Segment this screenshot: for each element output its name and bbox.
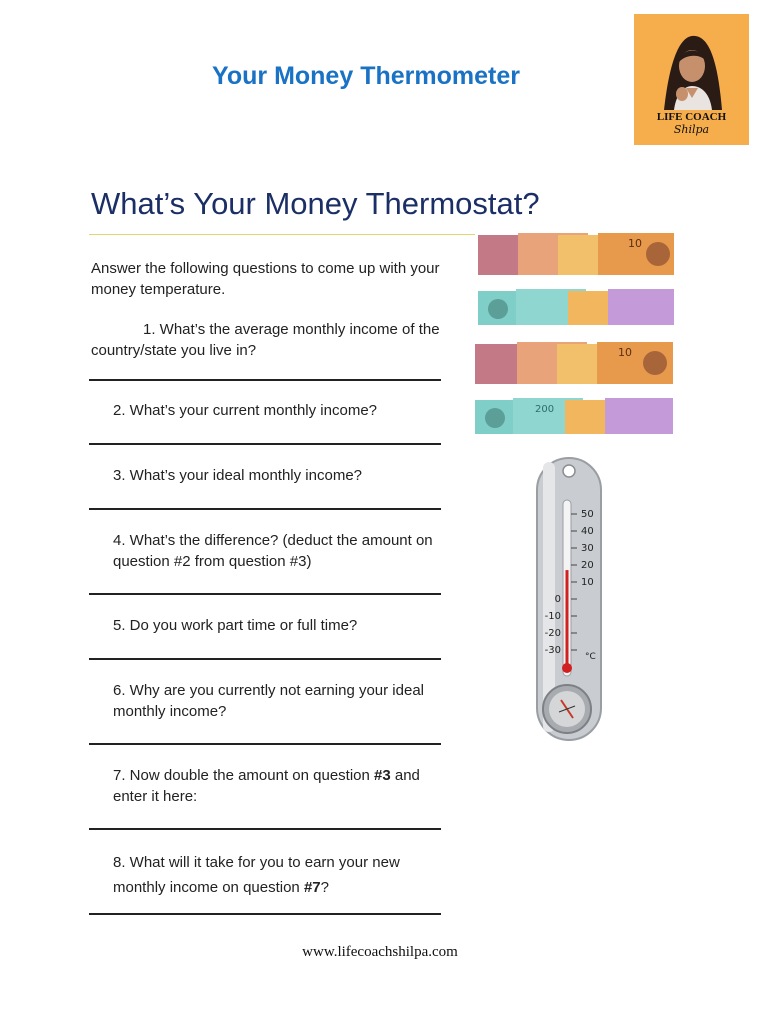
scale-label: 0	[554, 594, 561, 605]
scale-label: 30	[581, 543, 594, 554]
note-denomination: 200	[535, 404, 555, 415]
note-denomination: 10	[628, 237, 642, 250]
answer-line-8[interactable]	[89, 913, 441, 915]
mercury-bulb	[562, 663, 572, 673]
answer-line-3[interactable]	[89, 508, 441, 510]
scale-label: 20	[581, 560, 594, 571]
money-notes-stack-2	[475, 342, 675, 441]
question-7: 7. Now double the amount on question #3 and enter it here:	[113, 767, 420, 805]
logo-line-shilpa: Shilpa	[673, 123, 710, 136]
answer-line-5[interactable]	[89, 658, 441, 660]
scale-label: 40	[581, 526, 594, 537]
answer-line-1[interactable]	[89, 379, 441, 381]
website-footer[interactable]: www.lifecoachshilpa.com	[302, 944, 458, 960]
question-5: 5. Do you work part time or full time?	[113, 617, 358, 634]
answer-line-7[interactable]	[89, 828, 441, 830]
unit-label: °C	[585, 652, 596, 662]
intro-text: Answer the following questions to come up with your money temperature.	[91, 260, 440, 298]
mercury-column	[566, 570, 569, 668]
scale-label: -20	[544, 628, 561, 639]
scale-label: 10	[581, 577, 594, 588]
heading-divider	[89, 234, 475, 235]
thermometer	[535, 456, 605, 751]
scale-label: 50	[581, 509, 594, 520]
answer-line-6[interactable]	[89, 743, 441, 745]
question-8: 8. What will it take for you to earn your new monthly income on question #7?	[113, 854, 400, 896]
answer-line-2[interactable]	[89, 443, 441, 445]
life-coach-logo	[634, 14, 749, 145]
question-6: 6. Why are you currently not earning your ideal monthly income?	[113, 682, 424, 720]
question-1	[91, 319, 451, 361]
hanging-hole	[563, 465, 575, 477]
logo-line-life-coach: LIFE COACH	[656, 111, 727, 123]
page-title: Your Money Thermometer	[212, 62, 520, 90]
section-heading: What’s Your Money Thermostat?	[91, 186, 540, 221]
note-denomination: 10	[618, 346, 632, 359]
scale-label: -30	[544, 645, 561, 656]
money-notes-stack-1	[478, 233, 676, 330]
question-3: 3. What’s your ideal monthly income?	[113, 467, 363, 484]
question-4: 4. What’s the difference? (deduct the amount on question #2 from question #3)	[113, 532, 433, 570]
question-2: 2. What’s your current monthly income?	[113, 402, 378, 419]
answer-line-4[interactable]	[89, 593, 441, 595]
scale-label: -10	[544, 611, 561, 622]
question-1-text: 1. What’s the average monthly income of the country/state you live in?	[91, 321, 440, 359]
